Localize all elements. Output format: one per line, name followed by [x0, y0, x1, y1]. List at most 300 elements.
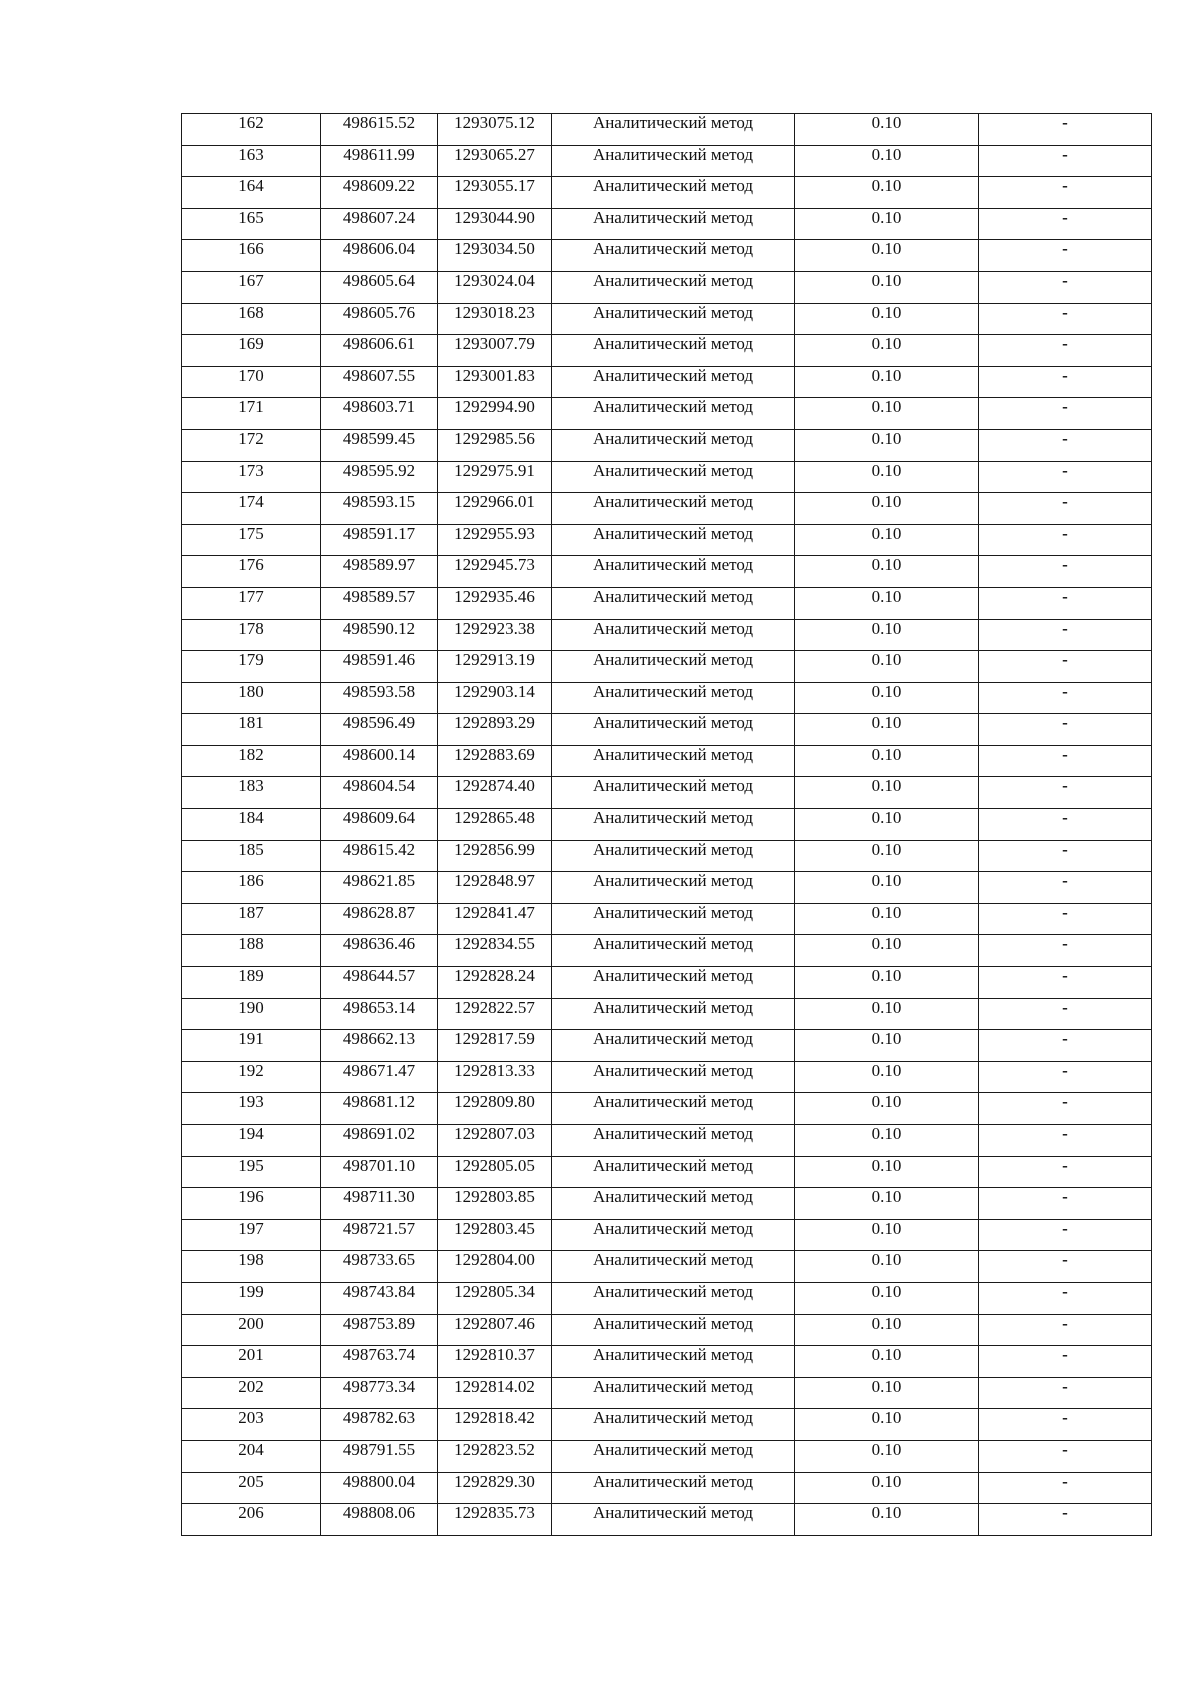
- point-number-cell: 162: [182, 114, 321, 146]
- accuracy-cell: 0.10: [795, 682, 979, 714]
- y-coordinate-cell: 1292829.30: [438, 1472, 552, 1504]
- point-number-cell: 190: [182, 998, 321, 1030]
- x-coordinate-cell: 498606.61: [321, 335, 438, 367]
- note-cell: -: [979, 1219, 1152, 1251]
- table-row: [182, 1156, 1152, 1188]
- table-row: [182, 398, 1152, 430]
- method-cell: Аналитический метод: [552, 177, 795, 209]
- coordinates-table-body: [182, 114, 1152, 1536]
- y-coordinate-cell: 1292803.85: [438, 1188, 552, 1220]
- accuracy-cell: 0.10: [795, 1504, 979, 1536]
- table-row: [182, 177, 1152, 209]
- x-coordinate-cell: 498609.64: [321, 809, 438, 841]
- note-cell: -: [979, 114, 1152, 146]
- x-coordinate-cell: 498701.10: [321, 1156, 438, 1188]
- table-row: [182, 1125, 1152, 1157]
- y-coordinate-cell: 1293065.27: [438, 145, 552, 177]
- note-cell: -: [979, 1093, 1152, 1125]
- note-cell: -: [979, 777, 1152, 809]
- y-coordinate-cell: 1292985.56: [438, 429, 552, 461]
- x-coordinate-cell: 498628.87: [321, 903, 438, 935]
- point-number-cell: 194: [182, 1125, 321, 1157]
- note-cell: -: [979, 1346, 1152, 1378]
- x-coordinate-cell: 498609.22: [321, 177, 438, 209]
- table-row: [182, 240, 1152, 272]
- point-number-cell: 205: [182, 1472, 321, 1504]
- table-row: [182, 619, 1152, 651]
- accuracy-cell: 0.10: [795, 1219, 979, 1251]
- table-row: [182, 872, 1152, 904]
- table-row: [182, 651, 1152, 683]
- table-row: [182, 1219, 1152, 1251]
- point-number-cell: 174: [182, 493, 321, 525]
- y-coordinate-cell: 1292945.73: [438, 556, 552, 588]
- note-cell: -: [979, 682, 1152, 714]
- point-number-cell: 170: [182, 366, 321, 398]
- x-coordinate-cell: 498599.45: [321, 429, 438, 461]
- y-coordinate-cell: 1292893.29: [438, 714, 552, 746]
- accuracy-cell: 0.10: [795, 1377, 979, 1409]
- x-coordinate-cell: 498773.34: [321, 1377, 438, 1409]
- note-cell: -: [979, 461, 1152, 493]
- method-cell: Аналитический метод: [552, 809, 795, 841]
- x-coordinate-cell: 498589.57: [321, 587, 438, 619]
- note-cell: -: [979, 1125, 1152, 1157]
- accuracy-cell: 0.10: [795, 271, 979, 303]
- x-coordinate-cell: 498605.64: [321, 271, 438, 303]
- y-coordinate-cell: 1292913.19: [438, 651, 552, 683]
- point-number-cell: 201: [182, 1346, 321, 1378]
- x-coordinate-cell: 498636.46: [321, 935, 438, 967]
- accuracy-cell: 0.10: [795, 1472, 979, 1504]
- table-row: [182, 208, 1152, 240]
- x-coordinate-cell: 498808.06: [321, 1504, 438, 1536]
- coordinates-table: [181, 113, 1152, 1536]
- point-number-cell: 195: [182, 1156, 321, 1188]
- point-number-cell: 178: [182, 619, 321, 651]
- table-row: [182, 145, 1152, 177]
- note-cell: -: [979, 1377, 1152, 1409]
- table-row: [182, 777, 1152, 809]
- y-coordinate-cell: 1293018.23: [438, 303, 552, 335]
- y-coordinate-cell: 1292807.03: [438, 1125, 552, 1157]
- table-row: [182, 714, 1152, 746]
- method-cell: Аналитический метод: [552, 1156, 795, 1188]
- table-row: [182, 335, 1152, 367]
- y-coordinate-cell: 1292835.73: [438, 1504, 552, 1536]
- x-coordinate-cell: 498600.14: [321, 745, 438, 777]
- accuracy-cell: 0.10: [795, 587, 979, 619]
- accuracy-cell: 0.10: [795, 208, 979, 240]
- x-coordinate-cell: 498593.58: [321, 682, 438, 714]
- x-coordinate-cell: 498615.52: [321, 114, 438, 146]
- table-row: [182, 935, 1152, 967]
- table-row: [182, 1440, 1152, 1472]
- method-cell: Аналитический метод: [552, 1188, 795, 1220]
- point-number-cell: 169: [182, 335, 321, 367]
- method-cell: Аналитический метод: [552, 777, 795, 809]
- method-cell: Аналитический метод: [552, 935, 795, 967]
- note-cell: -: [979, 493, 1152, 525]
- point-number-cell: 168: [182, 303, 321, 335]
- x-coordinate-cell: 498662.13: [321, 1030, 438, 1062]
- method-cell: Аналитический метод: [552, 1504, 795, 1536]
- y-coordinate-cell: 1292994.90: [438, 398, 552, 430]
- x-coordinate-cell: 498644.57: [321, 967, 438, 999]
- x-coordinate-cell: 498782.63: [321, 1409, 438, 1441]
- method-cell: Аналитический метод: [552, 303, 795, 335]
- note-cell: -: [979, 840, 1152, 872]
- x-coordinate-cell: 498621.85: [321, 872, 438, 904]
- y-coordinate-cell: 1293001.83: [438, 366, 552, 398]
- note-cell: -: [979, 1188, 1152, 1220]
- y-coordinate-cell: 1292966.01: [438, 493, 552, 525]
- x-coordinate-cell: 498733.65: [321, 1251, 438, 1283]
- x-coordinate-cell: 498800.04: [321, 1472, 438, 1504]
- point-number-cell: 165: [182, 208, 321, 240]
- note-cell: -: [979, 1030, 1152, 1062]
- point-number-cell: 189: [182, 967, 321, 999]
- x-coordinate-cell: 498671.47: [321, 1061, 438, 1093]
- note-cell: -: [979, 145, 1152, 177]
- y-coordinate-cell: 1292834.55: [438, 935, 552, 967]
- method-cell: Аналитический метод: [552, 903, 795, 935]
- note-cell: -: [979, 1282, 1152, 1314]
- note-cell: -: [979, 619, 1152, 651]
- table-row: [182, 967, 1152, 999]
- y-coordinate-cell: 1292865.48: [438, 809, 552, 841]
- note-cell: -: [979, 240, 1152, 272]
- y-coordinate-cell: 1292841.47: [438, 903, 552, 935]
- accuracy-cell: 0.10: [795, 714, 979, 746]
- note-cell: -: [979, 903, 1152, 935]
- accuracy-cell: 0.10: [795, 493, 979, 525]
- y-coordinate-cell: 1292828.24: [438, 967, 552, 999]
- x-coordinate-cell: 498591.46: [321, 651, 438, 683]
- table-row: [182, 1409, 1152, 1441]
- note-cell: -: [979, 177, 1152, 209]
- x-coordinate-cell: 498606.04: [321, 240, 438, 272]
- note-cell: -: [979, 366, 1152, 398]
- note-cell: -: [979, 335, 1152, 367]
- table-row: [182, 682, 1152, 714]
- accuracy-cell: 0.10: [795, 777, 979, 809]
- method-cell: Аналитический метод: [552, 429, 795, 461]
- method-cell: Аналитический метод: [552, 1251, 795, 1283]
- method-cell: Аналитический метод: [552, 556, 795, 588]
- table-row: [182, 1188, 1152, 1220]
- x-coordinate-cell: 498743.84: [321, 1282, 438, 1314]
- method-cell: Аналитический метод: [552, 651, 795, 683]
- accuracy-cell: 0.10: [795, 1346, 979, 1378]
- y-coordinate-cell: 1292817.59: [438, 1030, 552, 1062]
- note-cell: -: [979, 745, 1152, 777]
- note-cell: -: [979, 809, 1152, 841]
- point-number-cell: 200: [182, 1314, 321, 1346]
- method-cell: Аналитический метод: [552, 1030, 795, 1062]
- note-cell: -: [979, 967, 1152, 999]
- x-coordinate-cell: 498607.24: [321, 208, 438, 240]
- x-coordinate-cell: 498791.55: [321, 1440, 438, 1472]
- method-cell: Аналитический метод: [552, 271, 795, 303]
- method-cell: Аналитический метод: [552, 840, 795, 872]
- y-coordinate-cell: 1293024.04: [438, 271, 552, 303]
- y-coordinate-cell: 1292823.52: [438, 1440, 552, 1472]
- accuracy-cell: 0.10: [795, 429, 979, 461]
- accuracy-cell: 0.10: [795, 1314, 979, 1346]
- method-cell: Аналитический метод: [552, 524, 795, 556]
- note-cell: -: [979, 872, 1152, 904]
- method-cell: Аналитический метод: [552, 114, 795, 146]
- table-row: [182, 1314, 1152, 1346]
- accuracy-cell: 0.10: [795, 177, 979, 209]
- point-number-cell: 203: [182, 1409, 321, 1441]
- point-number-cell: 180: [182, 682, 321, 714]
- table-row: [182, 1504, 1152, 1536]
- accuracy-cell: 0.10: [795, 1093, 979, 1125]
- x-coordinate-cell: 498596.49: [321, 714, 438, 746]
- note-cell: -: [979, 556, 1152, 588]
- method-cell: Аналитический метод: [552, 967, 795, 999]
- y-coordinate-cell: 1293055.17: [438, 177, 552, 209]
- method-cell: Аналитический метод: [552, 1125, 795, 1157]
- y-coordinate-cell: 1292810.37: [438, 1346, 552, 1378]
- accuracy-cell: 0.10: [795, 366, 979, 398]
- x-coordinate-cell: 498591.17: [321, 524, 438, 556]
- point-number-cell: 193: [182, 1093, 321, 1125]
- method-cell: Аналитический метод: [552, 1282, 795, 1314]
- y-coordinate-cell: 1293007.79: [438, 335, 552, 367]
- note-cell: -: [979, 429, 1152, 461]
- table-row: [182, 1093, 1152, 1125]
- accuracy-cell: 0.10: [795, 145, 979, 177]
- point-number-cell: 197: [182, 1219, 321, 1251]
- accuracy-cell: 0.10: [795, 1440, 979, 1472]
- x-coordinate-cell: 498593.15: [321, 493, 438, 525]
- y-coordinate-cell: 1293075.12: [438, 114, 552, 146]
- x-coordinate-cell: 498763.74: [321, 1346, 438, 1378]
- x-coordinate-cell: 498691.02: [321, 1125, 438, 1157]
- x-coordinate-cell: 498611.99: [321, 145, 438, 177]
- method-cell: Аналитический метод: [552, 682, 795, 714]
- table-row: [182, 1346, 1152, 1378]
- table-row: [182, 271, 1152, 303]
- table-row: [182, 1030, 1152, 1062]
- table-row: [182, 840, 1152, 872]
- y-coordinate-cell: 1292805.05: [438, 1156, 552, 1188]
- x-coordinate-cell: 498605.76: [321, 303, 438, 335]
- accuracy-cell: 0.10: [795, 935, 979, 967]
- note-cell: -: [979, 998, 1152, 1030]
- accuracy-cell: 0.10: [795, 903, 979, 935]
- y-coordinate-cell: 1292975.91: [438, 461, 552, 493]
- method-cell: Аналитический метод: [552, 1061, 795, 1093]
- note-cell: -: [979, 271, 1152, 303]
- accuracy-cell: 0.10: [795, 998, 979, 1030]
- table-row: [182, 114, 1152, 146]
- point-number-cell: 202: [182, 1377, 321, 1409]
- table-row: [182, 1377, 1152, 1409]
- accuracy-cell: 0.10: [795, 1251, 979, 1283]
- method-cell: Аналитический метод: [552, 1409, 795, 1441]
- table-row: [182, 1061, 1152, 1093]
- method-cell: Аналитический метод: [552, 366, 795, 398]
- note-cell: -: [979, 524, 1152, 556]
- x-coordinate-cell: 498615.42: [321, 840, 438, 872]
- table-row: [182, 493, 1152, 525]
- accuracy-cell: 0.10: [795, 872, 979, 904]
- point-number-cell: 181: [182, 714, 321, 746]
- accuracy-cell: 0.10: [795, 1409, 979, 1441]
- table-row: [182, 998, 1152, 1030]
- table-row: [182, 366, 1152, 398]
- point-number-cell: 198: [182, 1251, 321, 1283]
- y-coordinate-cell: 1292856.99: [438, 840, 552, 872]
- y-coordinate-cell: 1292803.45: [438, 1219, 552, 1251]
- method-cell: Аналитический метод: [552, 1219, 795, 1251]
- point-number-cell: 187: [182, 903, 321, 935]
- note-cell: -: [979, 1061, 1152, 1093]
- point-number-cell: 185: [182, 840, 321, 872]
- accuracy-cell: 0.10: [795, 619, 979, 651]
- table-row: [182, 745, 1152, 777]
- x-coordinate-cell: 498590.12: [321, 619, 438, 651]
- accuracy-cell: 0.10: [795, 524, 979, 556]
- method-cell: Аналитический метод: [552, 714, 795, 746]
- y-coordinate-cell: 1293044.90: [438, 208, 552, 240]
- method-cell: Аналитический метод: [552, 1346, 795, 1378]
- table-row: [182, 1251, 1152, 1283]
- accuracy-cell: 0.10: [795, 809, 979, 841]
- note-cell: -: [979, 651, 1152, 683]
- method-cell: Аналитический метод: [552, 461, 795, 493]
- x-coordinate-cell: 498711.30: [321, 1188, 438, 1220]
- accuracy-cell: 0.10: [795, 556, 979, 588]
- y-coordinate-cell: 1292822.57: [438, 998, 552, 1030]
- point-number-cell: 171: [182, 398, 321, 430]
- x-coordinate-cell: 498681.12: [321, 1093, 438, 1125]
- table-row: [182, 809, 1152, 841]
- note-cell: -: [979, 1409, 1152, 1441]
- y-coordinate-cell: 1292813.33: [438, 1061, 552, 1093]
- y-coordinate-cell: 1292814.02: [438, 1377, 552, 1409]
- method-cell: Аналитический метод: [552, 145, 795, 177]
- table-row: [182, 524, 1152, 556]
- point-number-cell: 176: [182, 556, 321, 588]
- point-number-cell: 192: [182, 1061, 321, 1093]
- note-cell: -: [979, 1504, 1152, 1536]
- point-number-cell: 184: [182, 809, 321, 841]
- x-coordinate-cell: 498753.89: [321, 1314, 438, 1346]
- x-coordinate-cell: 498595.92: [321, 461, 438, 493]
- accuracy-cell: 0.10: [795, 114, 979, 146]
- method-cell: Аналитический метод: [552, 1472, 795, 1504]
- point-number-cell: 182: [182, 745, 321, 777]
- accuracy-cell: 0.10: [795, 1282, 979, 1314]
- point-number-cell: 188: [182, 935, 321, 967]
- x-coordinate-cell: 498607.55: [321, 366, 438, 398]
- accuracy-cell: 0.10: [795, 967, 979, 999]
- point-number-cell: 167: [182, 271, 321, 303]
- accuracy-cell: 0.10: [795, 840, 979, 872]
- y-coordinate-cell: 1293034.50: [438, 240, 552, 272]
- note-cell: -: [979, 398, 1152, 430]
- note-cell: -: [979, 1440, 1152, 1472]
- point-number-cell: 173: [182, 461, 321, 493]
- method-cell: Аналитический метод: [552, 398, 795, 430]
- point-number-cell: 196: [182, 1188, 321, 1220]
- method-cell: Аналитический метод: [552, 1440, 795, 1472]
- point-number-cell: 186: [182, 872, 321, 904]
- point-number-cell: 204: [182, 1440, 321, 1472]
- accuracy-cell: 0.10: [795, 1188, 979, 1220]
- accuracy-cell: 0.10: [795, 335, 979, 367]
- y-coordinate-cell: 1292818.42: [438, 1409, 552, 1441]
- accuracy-cell: 0.10: [795, 745, 979, 777]
- method-cell: Аналитический метод: [552, 745, 795, 777]
- x-coordinate-cell: 498721.57: [321, 1219, 438, 1251]
- y-coordinate-cell: 1292955.93: [438, 524, 552, 556]
- y-coordinate-cell: 1292923.38: [438, 619, 552, 651]
- note-cell: -: [979, 714, 1152, 746]
- method-cell: Аналитический метод: [552, 493, 795, 525]
- y-coordinate-cell: 1292935.46: [438, 587, 552, 619]
- point-number-cell: 191: [182, 1030, 321, 1062]
- accuracy-cell: 0.10: [795, 303, 979, 335]
- table-row: [182, 303, 1152, 335]
- point-number-cell: 164: [182, 177, 321, 209]
- accuracy-cell: 0.10: [795, 398, 979, 430]
- x-coordinate-cell: 498603.71: [321, 398, 438, 430]
- accuracy-cell: 0.10: [795, 1156, 979, 1188]
- accuracy-cell: 0.10: [795, 1061, 979, 1093]
- point-number-cell: 172: [182, 429, 321, 461]
- table-row: [182, 1282, 1152, 1314]
- table-row: [182, 903, 1152, 935]
- point-number-cell: 206: [182, 1504, 321, 1536]
- x-coordinate-cell: 498604.54: [321, 777, 438, 809]
- point-number-cell: 183: [182, 777, 321, 809]
- accuracy-cell: 0.10: [795, 1030, 979, 1062]
- method-cell: Аналитический метод: [552, 1093, 795, 1125]
- method-cell: Аналитический метод: [552, 1314, 795, 1346]
- note-cell: -: [979, 1251, 1152, 1283]
- method-cell: Аналитический метод: [552, 998, 795, 1030]
- note-cell: -: [979, 1472, 1152, 1504]
- accuracy-cell: 0.10: [795, 651, 979, 683]
- accuracy-cell: 0.10: [795, 240, 979, 272]
- note-cell: -: [979, 1314, 1152, 1346]
- note-cell: -: [979, 303, 1152, 335]
- note-cell: -: [979, 208, 1152, 240]
- method-cell: Аналитический метод: [552, 208, 795, 240]
- y-coordinate-cell: 1292807.46: [438, 1314, 552, 1346]
- y-coordinate-cell: 1292883.69: [438, 745, 552, 777]
- y-coordinate-cell: 1292903.14: [438, 682, 552, 714]
- table-row: [182, 587, 1152, 619]
- note-cell: -: [979, 587, 1152, 619]
- method-cell: Аналитический метод: [552, 619, 795, 651]
- point-number-cell: 199: [182, 1282, 321, 1314]
- note-cell: -: [979, 1156, 1152, 1188]
- method-cell: Аналитический метод: [552, 240, 795, 272]
- method-cell: Аналитический метод: [552, 872, 795, 904]
- table-row: [182, 556, 1152, 588]
- y-coordinate-cell: 1292809.80: [438, 1093, 552, 1125]
- x-coordinate-cell: 498589.97: [321, 556, 438, 588]
- method-cell: Аналитический метод: [552, 1377, 795, 1409]
- y-coordinate-cell: 1292805.34: [438, 1282, 552, 1314]
